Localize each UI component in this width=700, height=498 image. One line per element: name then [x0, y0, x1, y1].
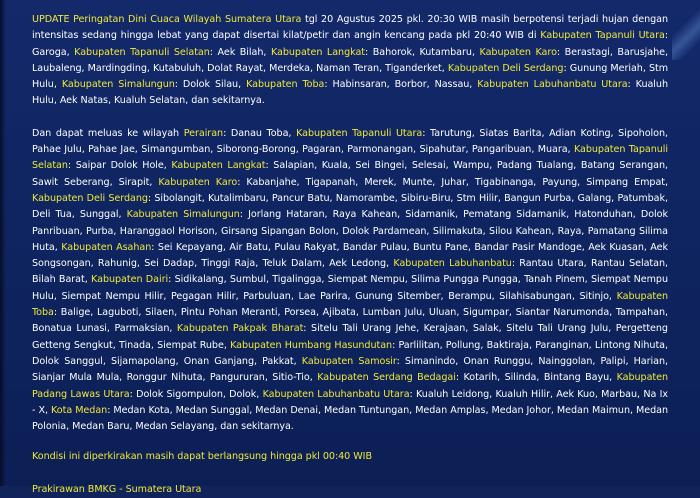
highlighted-text: Kabupaten Deli Serdang	[32, 192, 148, 204]
highlighted-text: Perairan	[183, 127, 224, 139]
highlighted-text: Kabupaten Langkat	[270, 46, 366, 58]
body-text: : Sibolangit, Kutalimbaru, Pancur Batu, Namorambe, Sibiru-Biru, Stm Hilir, Bangun Purba, Galang, Patumbak, Deli Tua, Sunggal,	[32, 192, 668, 221]
highlighted-text: Kabupaten Tapanuli Utara	[296, 127, 423, 139]
highlighted-text: Kabupaten Labuhanbatu Utara	[477, 79, 628, 91]
highlighted-text: Kabupaten Pakpak Bharat	[176, 323, 304, 335]
highlighted-text: Kabupaten Karo	[479, 46, 557, 58]
paragraph-gap	[32, 110, 668, 126]
highlighted-text: Kabupaten Toba	[32, 290, 668, 319]
body-text: : Tarutung, Siatas Barita, Adian Koting, Sipoholon, Pahae Julu, Pahae Jae, Simangumban, Siborong-Borong, Pagaran, Parmonangan, Sipahutar, Pangaribuan, Muara,	[32, 127, 668, 156]
highlighted-text: Kabupaten Padang Lawas Utara	[32, 372, 668, 400]
body-text: : Saipar Dolok Hole,	[67, 160, 172, 172]
body-text: : Kualuh Hulu, Aek Natas, Kualuh Selatan, dan sekitarnya.	[32, 79, 668, 107]
highlighted-text: Kabupaten Langkat	[171, 160, 266, 172]
corner-decoration	[672, 0, 700, 60]
body-text: : Berastagi, Barusjahe, Laubaleng, Mardingding, Kutabuluh, Dolat Rayat, Merdeka, Naman Teran, Tiganderket,	[32, 46, 668, 74]
highlighted-text: Kabupaten Labuhanbatu Utara	[262, 388, 410, 400]
warning-paragraph-main	[32, 12, 668, 110]
body-text: : Jorlang Hataran, Raya Kahean, Sidamanik, Pematang Sidamanik, Hatonduhan, Dolok Panribuan, Purba, Haranggaol Horison, Girsang Sipangan Bolon, Dolok Pardamean, Silimakuta, Silou Kahean, Raya, Pamatang Silima Huta,	[32, 209, 668, 253]
highlighted-text: Kabupaten Tapanuli Selatan	[74, 46, 210, 58]
body-text: : Kotarih, Silinda, Bintang Bayu,	[455, 372, 617, 384]
warning-paragraph-expansion	[32, 126, 668, 436]
highlighted-text: Kabupaten Humbang Hasundutan	[230, 339, 393, 351]
highlighted-text: UPDATE Peringatan Dini Cuaca Wilayah Sumatera Utara	[32, 14, 302, 25]
body-text: : Sei Kepayang, Air Batu, Pulau Rakyat, Bandar Pulau, Buntu Pane, Bandar Pasir Mandoge, Aek Kuasan, Aek Songsongan, Rahunig, Sei Dadap, Tinggi Raja, Teluk Dalam, Aek Ledong,	[32, 241, 669, 270]
highlighted-text: Kabupaten Deli Serdang	[447, 62, 564, 74]
highlighted-text: Kabupaten Tapanuli Utara	[540, 30, 665, 42]
body-text: : Sidikalang, Sumbul, Tigalingga, Siempat Nempu, Silima Pungga Pungga, Tanah Pinem, Siempat Nempu Hulu, Siempat Nempu Hilir, Pegagan Hilir, Parbuluan, Lae Parira, Gunung Sitember, Berampu, Silahisabungan, Sitinjo,	[32, 274, 669, 302]
warning-content	[32, 12, 668, 498]
body-text: : Salapian, Kuala, Sei Bingei, Selesai, Wampu, Padang Tualang, Batang Serangan, Sawit Seberang, Sirapit,	[32, 160, 668, 188]
body-text: : Dolok Sigompulon, Dolok,	[129, 388, 263, 400]
highlighted-text: Kabupaten Simalungun	[126, 209, 240, 221]
body-text: : Sitelu Tali Urang Jehe, Kerajaan, Salak, Sitelu Tali Urang Julu, Pergetteng Getteng Sengkut, Tinada, Siempat Rube,	[32, 323, 668, 351]
highlighted-text: Kabupaten Karo	[158, 176, 238, 188]
highlighted-text: Kabupaten Samosir	[301, 355, 397, 367]
body-text: : Balige, Laguboti, Silaen, Pintu Pohan Meranti, Porsea, Ajibata, Lumban Julu, Uluan, Sigumpar, Siantar Narumonda, Tampahan, Bonatua Lunasi, Parmaksian,	[32, 307, 668, 335]
body-text: Dan dapat meluas ke wilayah	[32, 127, 184, 139]
forecaster-credit: Prakirawan BMKG - Sumatera Utara	[32, 483, 202, 495]
body-text: : Simanindo, Onan Runggu, Nainggolan, Palipi, Harian, Sianjar Mula Mula, Ronggur Nihuta, Pangururan, Sitio-Tio,	[32, 355, 668, 384]
body-text: : Gunung Meriah, Stm Hulu,	[32, 62, 668, 91]
highlighted-text: Kabupaten Labuhanbatu	[393, 258, 512, 270]
body-text: : Danau Toba,	[223, 127, 297, 139]
body-text: : Medan Kota, Medan Sunggal, Medan Denai, Medan Tuntungan, Medan Amplas, Medan Johor, Medan Maimun, Medan Polonia, Medan Baru, Medan Selayang, dan sekitarnya.	[32, 404, 668, 433]
body-text: : Habinsaran, Borbor, Nassau,	[324, 79, 478, 91]
body-text: : Rantau Utara, Rantau Selatan, Bilah Barat,	[32, 258, 669, 286]
body-text: : Kabanjahe, Tigapanah, Merek, Munte, Juhar, Tigabinanga, Payung, Simpang Empat,	[237, 176, 668, 188]
highlighted-text: Kabupaten Asahan	[61, 241, 152, 253]
body-text: : Bahorok, Kutambaru,	[365, 46, 480, 58]
body-text: : Garoga,	[32, 30, 668, 58]
body-text: : Parlilitan, Pollung, Baktiraja, Paranginan, Lintong Nihuta, Dolok Sanggul, Sijamapolang, Onan Ganjang, Pakkat,	[32, 339, 669, 367]
highlighted-text: Kabupaten Simalungun	[61, 79, 175, 91]
highlighted-text: Kabupaten Toba	[246, 79, 325, 91]
left-edge-shadow	[0, 0, 6, 486]
duration-note: Kondisi ini diperkirakan masih dapat berlangsung hingga pkl 00:40 WIB	[32, 451, 372, 463]
body-text: : Kualuh Leidong, Kualuh Hilir, Aek Kuo, Marbau, Na Ix - X,	[32, 388, 668, 416]
highlighted-text: Kabupaten Serdang Bedagai	[317, 372, 456, 384]
highlighted-text: Kota Medan	[51, 404, 108, 416]
body-text: : Aek Bilah,	[209, 46, 271, 58]
highlighted-text: Kabupaten Tapanuli Selatan	[32, 144, 668, 172]
body-text: : Dolok Silau,	[174, 79, 247, 91]
highlighted-text: Kabupaten Dairi	[91, 274, 169, 286]
body-text: tgl 20 Agustus 2025 pkl. 20:30 WIB masih berpotensi terjadi hujan dengan intensitas sedang hingga lebat yang dapat disertai kilat/petir dan angin kencang pada pkl 20:40 WIB di	[32, 14, 668, 42]
